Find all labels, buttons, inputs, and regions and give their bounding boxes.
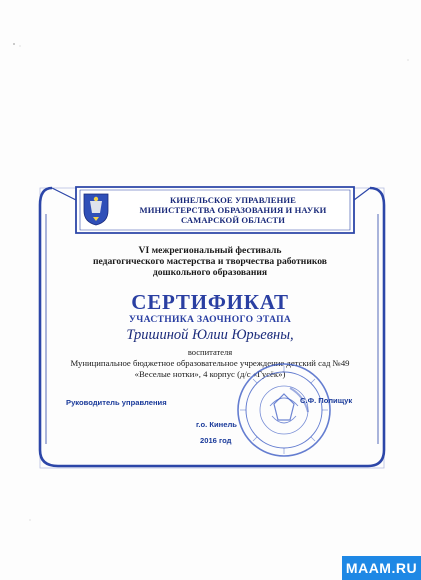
issuer-header <box>116 195 350 225</box>
recipient-name: Тришиной Юлии Юрьевны, <box>126 327 294 343</box>
issuer-line-2: МИНИСТЕРСТВА ОБРАЗОВАНИЯ И НАУКИ <box>139 205 327 215</box>
samara-coat-of-arms-icon <box>82 191 110 227</box>
institution-line-2: «Веселые нотки», 4 корпус (д/с «Гусёк») <box>134 369 286 379</box>
signatory-role: Руководитель управления <box>66 398 167 407</box>
festival-line-1: VI межрегиональный фестиваль <box>138 245 282 256</box>
institution-line-1: Муниципальное бюджетное образовательное учреждение детский сад №49 <box>70 358 350 368</box>
signatory-name: С.Ф. Полищук <box>300 396 353 405</box>
festival-line-2: педагогического мастерства и творчества работников <box>92 256 327 267</box>
festival-title <box>60 245 360 278</box>
certificate-subtitle: УЧАСТНИКА ЗАОЧНОГО ЭТАПА <box>128 314 292 325</box>
festival-line-3: дошкольного образования <box>152 267 268 278</box>
official-round-seal-icon <box>234 360 334 460</box>
site-watermark: MAAM.RU <box>342 556 421 580</box>
issue-year: 2016 год <box>200 436 232 445</box>
issue-city: г.о. Кинель <box>196 420 237 429</box>
recipient-position: воспитателя <box>187 347 233 357</box>
issuer-line-1: КИНЕЛЬСКОЕ УПРАВЛЕНИЕ <box>170 195 296 205</box>
certificate-title: СЕРТИФИКАТ <box>131 290 289 314</box>
issuer-line-3: САМАРСКОЙ ОБЛАСТИ <box>180 215 286 225</box>
